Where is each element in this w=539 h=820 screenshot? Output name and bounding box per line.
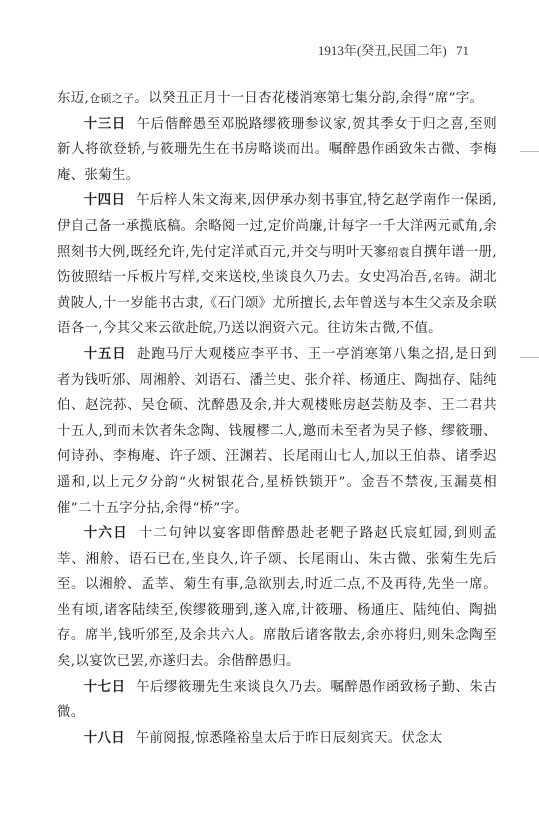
continued-paragraph [57, 86, 497, 112]
diary-entry [57, 112, 497, 189]
entry-text: 午后梓人朱文海来,因伊承办刻书事宜,特乞赵学南作一保函,伊自己备一承揽底稿。余略阅一过,定价尚廉,计每字一千大洋两元贰角,余照刻书大例,既经允许,先付定洋贰百元,并交与明叶天寥 [57, 193, 497, 260]
entry-text: 。以癸丑正月十一日杏花楼消寒第七集分韵,余得“席”字。 [134, 91, 484, 106]
margin-mark [520, 357, 539, 358]
diary-entry [57, 675, 497, 726]
inline-note: 名铸 [432, 271, 456, 285]
entry-text: 。湖北黄陂人,十一岁能书古隶,《石门颂》尤所擅长,去年曾送与本生父亲及余联语各一,今其父来云欲赴皖,乃送以润资六元。往访朱古微,不值。 [57, 270, 497, 337]
entry-text: 赴跑马厅大观楼应李平书、王一亭消寒第八集之招,是日到者为钱听邠、周湘舲、刘语石、潘兰史、张介祥、杨通庄、陶拙存、陆纯伯、赵浣荪、吴仓硕、沈醉愚及余,并大观楼账房赵芸舫及李、王二君共十五人,到而未饮者朱念陶、钱履樛二人,邀而未至者为吴子修、缪筱珊、何诗孙、李梅庵、许子颂、汪渊若、长尾雨山七人,加以王伯恭、诸季迟遥和,以上元夕分韵“火树银花合,星桥铁锁开”。金吾不禁夜,玉漏莫相催”二十五字分拈,余得“桥”字。 [57, 346, 497, 516]
entry-text: 自撰年谱一册,饬彼照结一斥板片写样,交来送校,坐谈良久乃去。女史冯冶吾, [57, 244, 497, 286]
entry-text: 东迈, [57, 91, 90, 106]
diary-entry [57, 726, 497, 752]
diary-entry [57, 521, 497, 675]
body-text [57, 86, 497, 751]
diary-entry [57, 342, 497, 521]
entry-date: 十七日 [83, 679, 126, 695]
page-number: 71 [456, 43, 469, 58]
inline-note: 仓硕之子 [89, 92, 135, 105]
entry-text: 十二句钟以宴客即偕醉愚赴老靶子路赵氏宸虹园,到则孟莘、湘舲、语石已在,坐良久,许子颂、长尾雨山、朱古微、张菊生先后至。以湘舲、孟莘、菊生有事,急欲别去,时近二点,不及再待,先坐一席。坐有顷,诸客陆续至,俟缪筱珊到,遂入席,计筱珊、杨通庄、陆纯伯、陶拙存。席半,钱听邠至,及余共六人。席散后诸客散去,余亦将归,则朱念陶至矣,以宴饮已罢,亦遂归去。余偕醉愚归。 [57, 526, 497, 670]
entry-text: 午后偕醉愚至邓脱路缪筱珊参议家,贺其季女于归之喜,至则新人将欲登轿,与筱珊先生在书房略谈而出。嘱醉愚作函致朱古微、李梅庵、张菊生。 [57, 116, 497, 183]
entry-text: 午后缪筱珊先生来谈良久乃去。嘱醉愚作函致杨子勤、朱古微。 [57, 679, 497, 721]
running-title: 1913年(癸丑,民国二年) [317, 43, 447, 58]
margin-mark [520, 151, 539, 152]
diary-entry [57, 188, 497, 342]
entry-date: 十三日 [83, 116, 126, 132]
entry-date: 十五日 [83, 346, 127, 362]
running-header [318, 40, 469, 59]
entry-text: 午前阅报,惊悉隆裕皇太后于昨日辰刻宾天。伏念太 [135, 730, 443, 746]
entry-date: 十六日 [83, 526, 129, 542]
entry-date: 十四日 [83, 193, 126, 209]
inline-note: 绍袁 [387, 245, 410, 259]
entry-date: 十八日 [83, 730, 126, 746]
